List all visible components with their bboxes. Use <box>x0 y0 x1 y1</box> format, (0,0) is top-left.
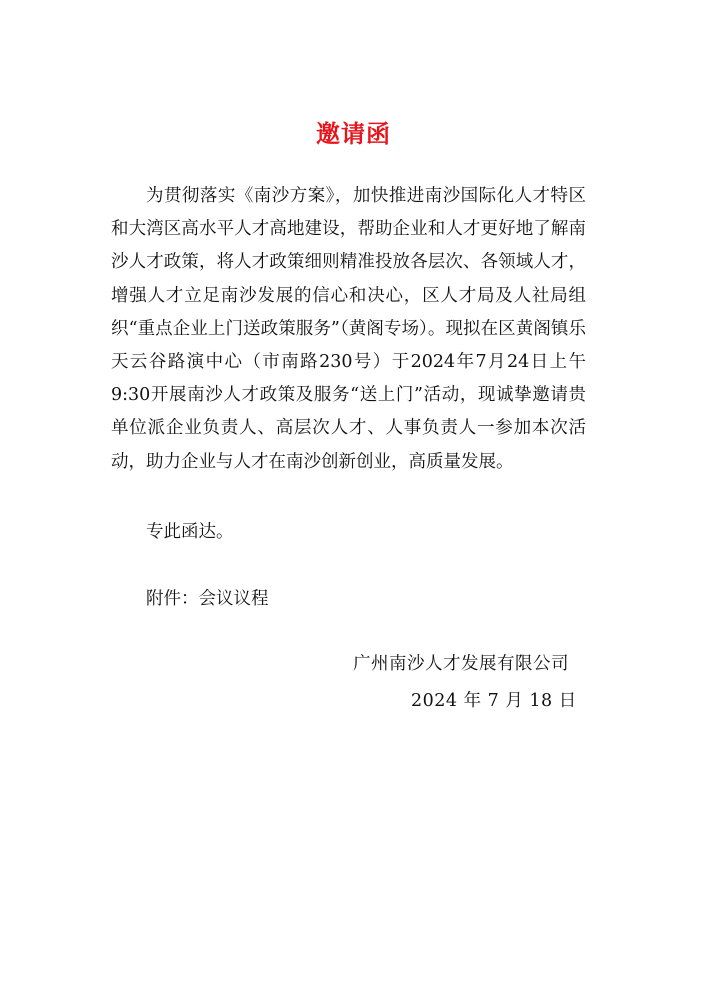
signature-company: 广州南沙人才发展有限公司 <box>353 654 569 674</box>
document-title: 邀请函 <box>316 119 391 148</box>
signature-date: 2024 年 7 月 18 日 <box>411 691 577 711</box>
main-paragraph: 为贯彻落实《南沙方案》，加快推进南沙国际化人才特区和大湾区高水平人才高地建设，帮助企业和人才更好地了解南沙人才政策，将人才政策细则精准投放各层次、各领域人才，增强人才立足南沙发展的信心和决心，区人才局及人社局组织“重点企业上门送政策服务”（黄阁专场）。现拟在区黄阁镇乐天云谷路演中心（市南路230号）于2024年7月24日上午9:30开展南沙人才政策及服务“送上门”活动，现诚挚邀请贵单位派企业负责人、高层次人才、人事负责人一参加本次活动，助力企业与人才在南沙创新创业，高质量发展。 <box>111 186 586 472</box>
closing-line: 专此函达。 <box>146 522 234 542</box>
attachment-line: 附件：会议议程 <box>146 589 269 609</box>
